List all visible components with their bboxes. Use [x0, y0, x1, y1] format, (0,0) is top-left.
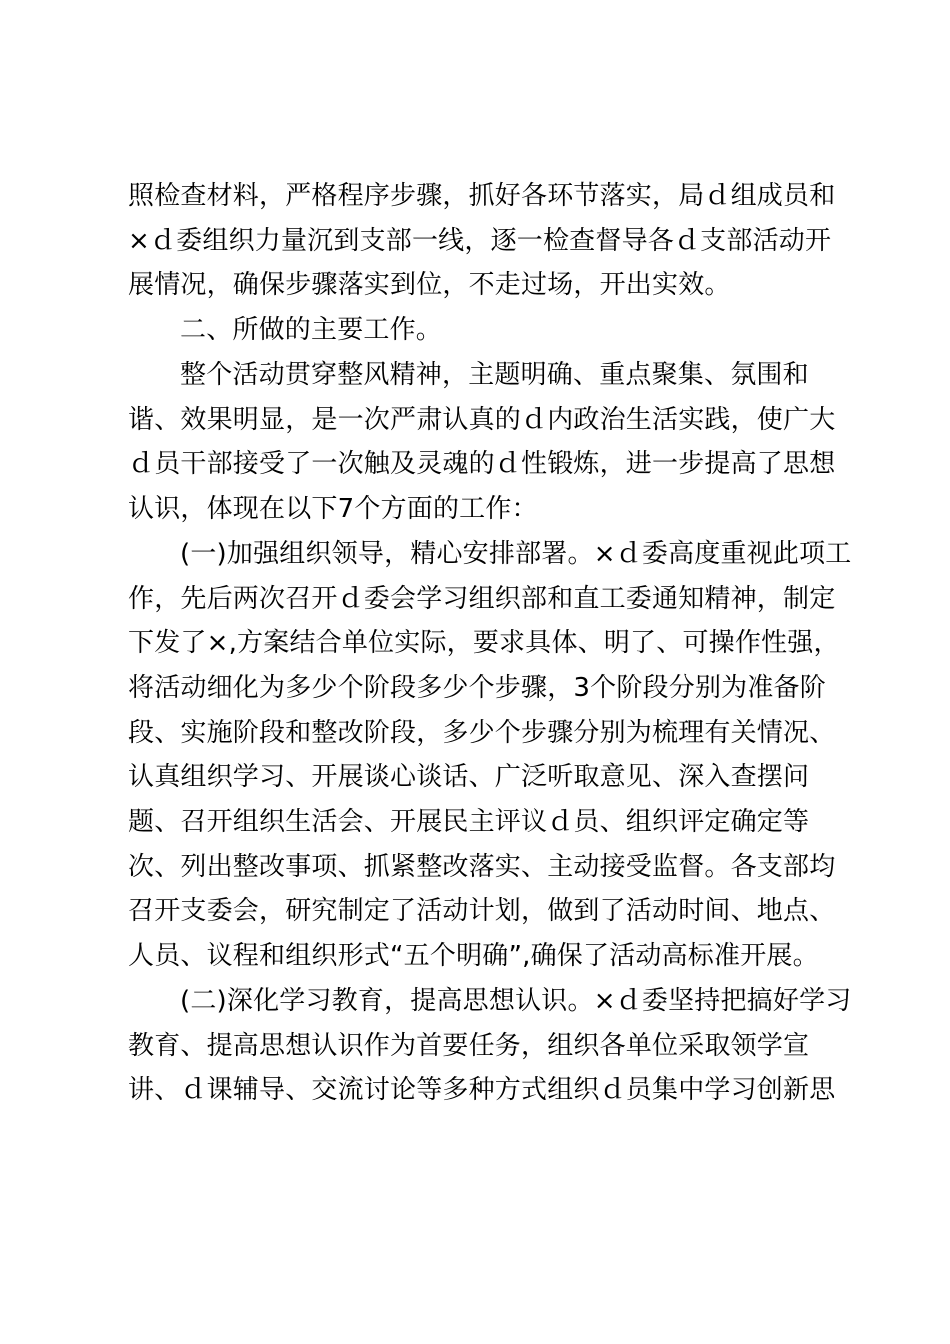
body-text-line: (二)深化学习教育，提高思想认识。×ｄ委坚持把搞好学习 [180, 986, 852, 1016]
body-text-line: 题、召开组织生活会、开展民主评议ｄ员、组织评定确定等 [128, 807, 810, 837]
body-text-line: 整个活动贯穿整风精神，主题明确、重点聚集、氛围和 [180, 360, 809, 390]
body-text-line: 下发了×,方案结合单位实际，要求具体、明了、可操作性强， [128, 628, 840, 658]
body-text-line: 讲、ｄ课辅导、交流讨论等多种方式组织ｄ员集中学习创新思 [128, 1075, 836, 1105]
body-text-line: 认真组织学习、开展谈心谈话、广泛听取意见、深入查摆问 [128, 762, 810, 792]
body-text-line: (一)加强组织领导，精心安排部署。×ｄ委高度重视此项工 [180, 539, 852, 569]
body-text-line: ｄ员干部接受了一次触及灵魂的ｄ性锻炼，进一步提高了思想 [128, 449, 836, 479]
body-text-line: 谐、效果明显，是一次严肃认真的ｄ内政治生活实践，使广大 [128, 405, 836, 435]
body-text-line: 召开支委会，研究制定了活动计划，做到了活动时间、地点、 [128, 896, 836, 926]
body-text-line: 作，先后两次召开ｄ委会学习组织部和直工委通知精神，制定 [128, 584, 836, 614]
body-text-line: 展情况，确保步骤落实到位，不走过场，开出实效。 [128, 270, 731, 300]
body-text-line: 教育、提高思想认识作为首要任务，组织各单位采取领学宣 [128, 1031, 810, 1061]
body-text-line: 照检查材料，严格程序步骤，抓好各环节落实，局ｄ组成员和 [128, 181, 836, 211]
body-text-line: 将活动细化为多少个阶段多少个步骤，3个阶段分别为准备阶 [128, 673, 826, 703]
body-text-line: 次、列出整改事项、抓紧整改落实、主动接受监督。各支部均 [128, 852, 836, 882]
section-heading: 二、所做的主要工作。 [180, 315, 443, 345]
body-text-line: 人员、议程和组织形式“五个明确”,确保了活动高标准开展。 [128, 941, 819, 971]
body-text-line: ×ｄ委组织力量沉到支部一线，逐一检查督导各ｄ支部活动开 [128, 226, 832, 256]
body-text-line: 段、实施阶段和整改阶段，多少个步骤分别为梳理有关情况、 [128, 718, 836, 748]
body-text-line: 认识，体现在以下7个方面的工作： [128, 494, 538, 524]
